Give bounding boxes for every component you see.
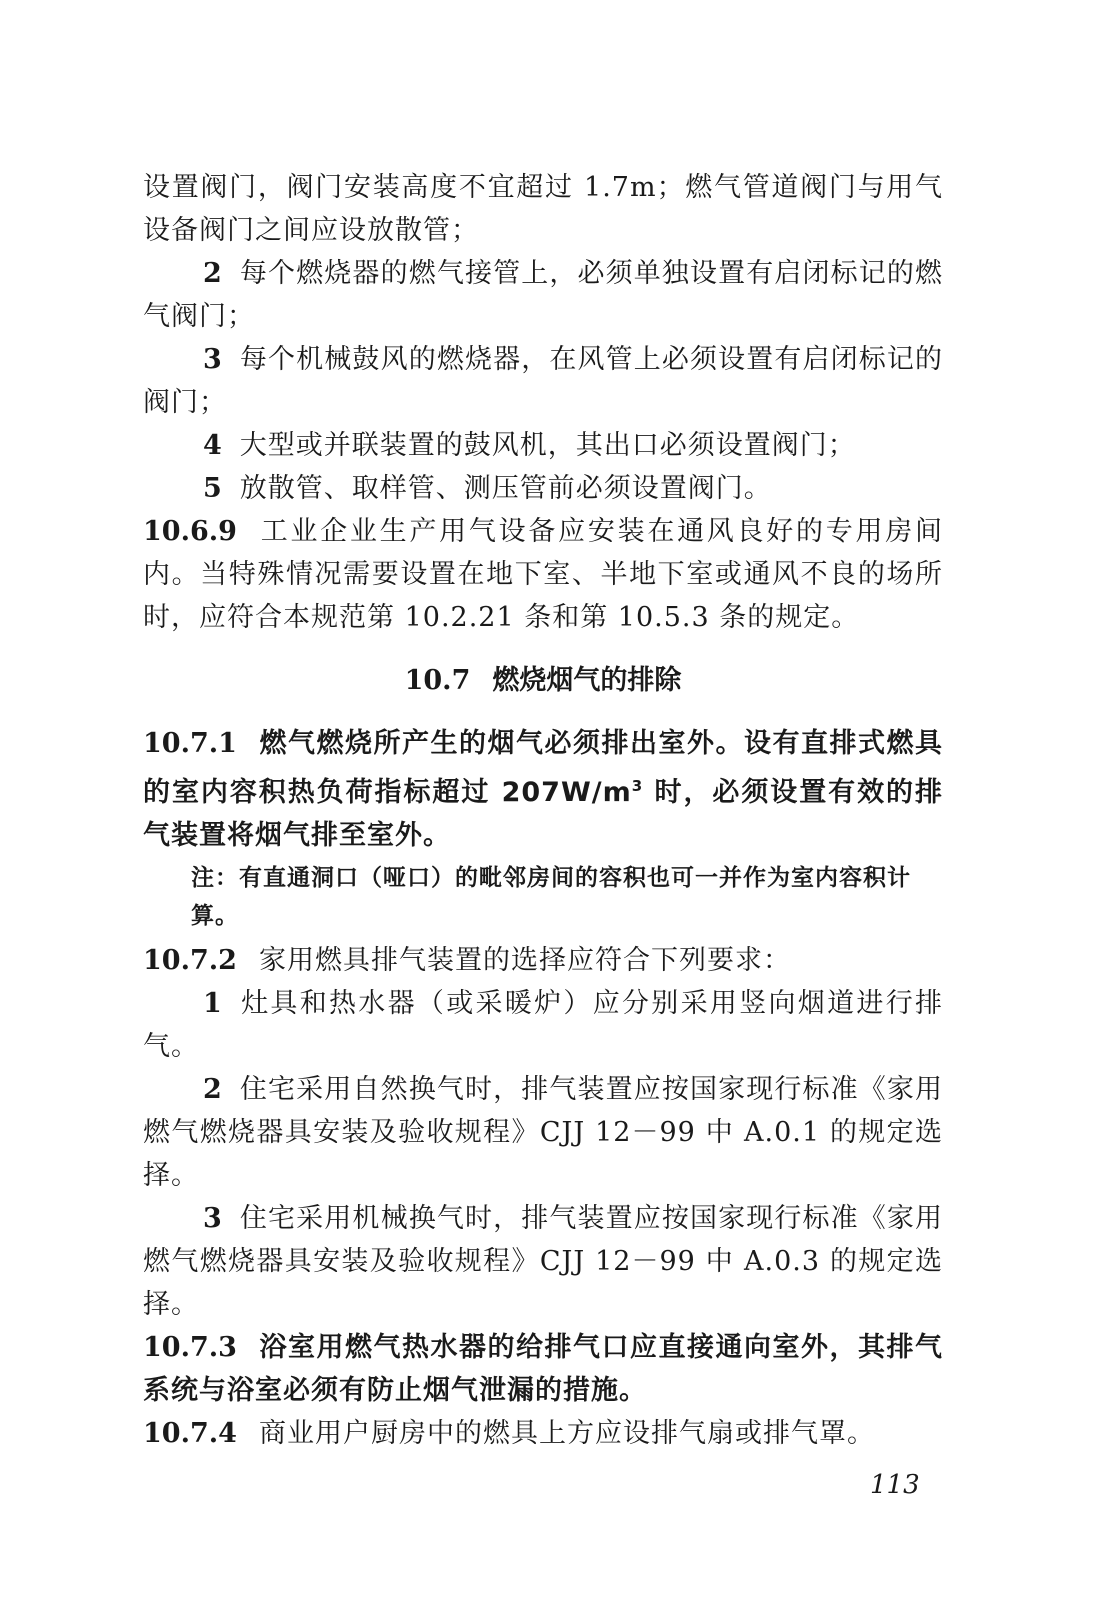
clause-number: 10.6.9 xyxy=(143,516,237,547)
clause-number: 10.7.1 xyxy=(143,728,237,759)
note-text: 有直通洞口（哑口）的毗邻房间的容积也可一并作为室内容积计算。 xyxy=(191,865,911,929)
clause-number: 10.7.3 xyxy=(143,1332,237,1363)
clause-text: 工业企业生产用气设备应安装在通风良好的专用房间内。当特殊情况需要设置在地下室、半地下室或通风不良的场所时，应符合本规范第 10.2.21 条和第 10.5.3 条的规定。 xyxy=(143,516,943,633)
list-item xyxy=(143,1197,943,1326)
clause-number: 10.7.2 xyxy=(143,945,237,976)
clause-10-7-2 xyxy=(143,939,943,982)
clause-number: 10.7.4 xyxy=(143,1418,237,1449)
item-number: 5 xyxy=(203,473,222,504)
item-text: 灶具和热水器（或采暖炉）应分别采用竖向烟道进行排气。 xyxy=(143,988,943,1062)
note xyxy=(191,859,943,935)
list-item xyxy=(143,338,943,424)
section-heading xyxy=(143,659,943,702)
item-text: 住宅采用自然换气时，排气装置应按国家现行标准《家用燃气燃烧器具安装及验收规程》CJJ 12－99 中 A.0.1 的规定选择。 xyxy=(143,1074,943,1191)
paragraph-continuation: 设置阀门，阀门安装高度不宜超过 1.7m；燃气管道阀门与用气设备阀门之间应设放散管； xyxy=(143,172,943,246)
list-item xyxy=(143,982,943,1068)
clause-text-cont: 时，必须设置有效的排气装置将烟气排至室外。 xyxy=(143,777,943,851)
item-text: 放散管、取样管、测压管前必须设置阀门。 xyxy=(239,473,772,504)
note-label: 注： xyxy=(191,865,239,891)
clause-text: 商业用户厨房中的燃具上方应设排气扇或排气罩。 xyxy=(258,1418,875,1449)
clause-10-7-4 xyxy=(143,1412,943,1455)
item-text: 住宅采用机械换气时，排气装置应按国家现行标准《家用燃气燃烧器具安装及验收规程》CJJ 12－99 中 A.0.3 的规定选择。 xyxy=(143,1203,943,1320)
section-number: 10.7 xyxy=(404,665,471,696)
item-number: 3 xyxy=(203,344,222,375)
clause-10-7-1 xyxy=(143,722,943,857)
list-item xyxy=(143,424,943,467)
item-number: 3 xyxy=(203,1203,222,1234)
item-text: 每个燃烧器的燃气接管上，必须单独设置有启闭标记的燃气阀门； xyxy=(143,258,943,332)
section-title-text: 燃烧烟气的排除 xyxy=(492,665,682,696)
clause-10-7-3 xyxy=(143,1326,943,1412)
clause-text: 浴室用燃气热水器的给排气口应直接通向室外，其排气系统与浴室必须有防止烟气泄漏的措施。 xyxy=(143,1332,943,1406)
clause-10-6-9 xyxy=(143,510,943,639)
clause-text: 家用燃具排气装置的选择应符合下列要求： xyxy=(258,945,791,976)
item-number: 1 xyxy=(203,988,222,1019)
clause-text: 燃气燃烧所产生的烟气必须排出室外。设有直排式燃具的室内容积热负荷指标超过 207W/m xyxy=(143,728,943,808)
superscript: 3 xyxy=(631,777,644,795)
list-item xyxy=(143,252,943,338)
page-number: 113 xyxy=(870,1470,920,1500)
document-body xyxy=(143,166,943,1455)
list-item xyxy=(143,467,943,510)
item-number: 2 xyxy=(203,258,222,289)
item-number: 2 xyxy=(203,1074,222,1105)
item-text: 每个机械鼓风的燃烧器，在风管上必须设置有启闭标记的阀门； xyxy=(143,344,943,418)
item-text: 大型或并联装置的鼓风机，其出口必须设置阀门； xyxy=(239,430,856,461)
item-number: 4 xyxy=(203,430,222,461)
list-item xyxy=(143,1068,943,1197)
